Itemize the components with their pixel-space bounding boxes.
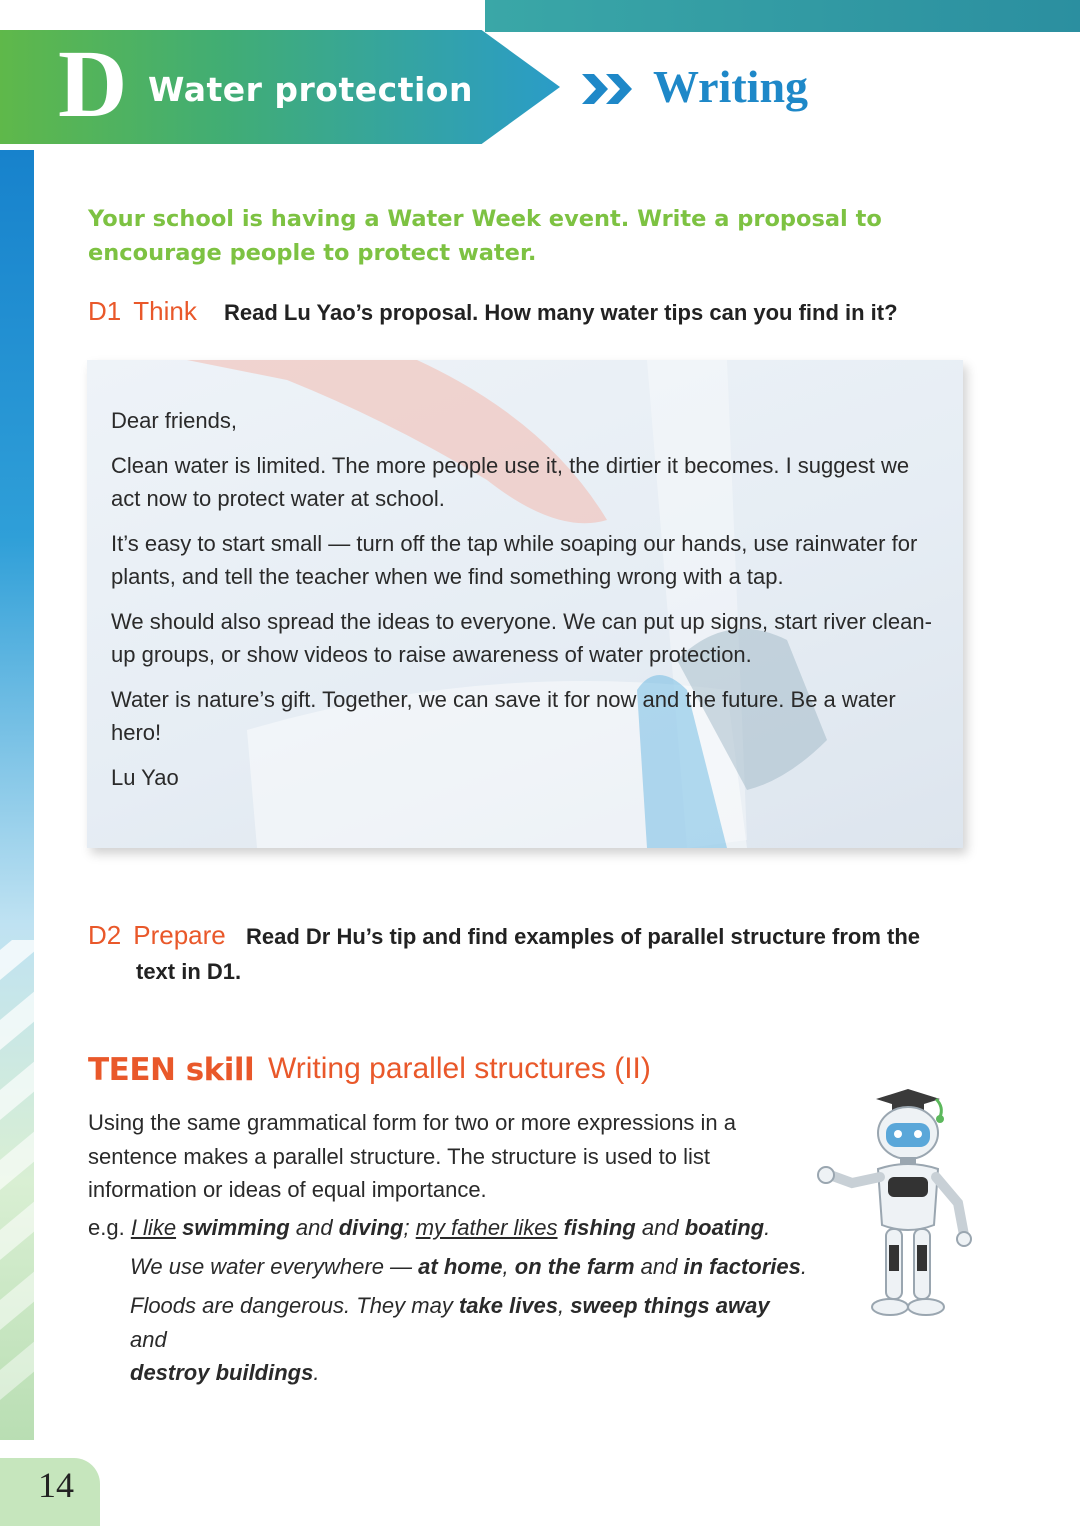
teen-skill-label: TEEN skill bbox=[88, 1052, 255, 1088]
example-parallel: in factories bbox=[683, 1254, 801, 1279]
letter-paragraph: Water is nature’s gift. Together, we can save it for now and the future. Be a water hero! bbox=[111, 686, 896, 745]
example-text: and bbox=[634, 1254, 684, 1279]
example-text: Floods are dangerous. They may bbox=[130, 1293, 459, 1318]
example-parallel: take lives bbox=[458, 1293, 559, 1318]
example-3 bbox=[130, 1289, 810, 1390]
example-text: . bbox=[764, 1215, 771, 1240]
letter-paragraph: Clean water is limited. The more people use it, the dirtier it becomes. I suggest we act now to protect water at school. bbox=[111, 452, 910, 511]
example-text: . bbox=[313, 1360, 320, 1385]
example-text: and bbox=[130, 1326, 167, 1352]
letter-greeting: Dear friends, bbox=[111, 408, 237, 433]
example-text: and bbox=[635, 1215, 685, 1240]
example-text: and bbox=[289, 1215, 339, 1240]
robot-teacher-illustration bbox=[808, 1085, 978, 1345]
double-chevron-icon bbox=[580, 70, 636, 108]
example-parallel: destroy buildings bbox=[130, 1360, 314, 1385]
example-subject: I like bbox=[130, 1215, 177, 1240]
page-number: 14 bbox=[38, 1465, 74, 1505]
letter-paragraph: We should also spread the ideas to everyone. We can put up signs, start river clean-up groups, or show videos to raise awareness of water protection. bbox=[111, 608, 932, 667]
example-1 bbox=[88, 1211, 770, 1245]
d1-word: Think bbox=[133, 296, 197, 326]
task-instruction: Your school is having a Water Week event. Write a proposal to encourage people to protect water. bbox=[88, 206, 882, 266]
d1-instruction: Read Lu Yao’s proposal. How many water tips can you find in it? bbox=[224, 300, 898, 325]
d2-instruction-line2: text in D1. bbox=[136, 959, 242, 984]
example-parallel: sweep things away bbox=[570, 1293, 770, 1318]
letter-paragraph: It’s easy to start small — turn off the tap while soaping our hands, use rainwater for plants, and tell the teacher when we find something wrong with a tap. bbox=[111, 530, 918, 589]
unit-letter: D bbox=[58, 30, 128, 137]
example-parallel: at home bbox=[418, 1254, 503, 1279]
d2-word: Prepare bbox=[133, 920, 226, 950]
skill-description: Using the same grammatical form for two or more expressions in a sentence makes a parallel structure. The structure is used to list information or ideas of equal importance. bbox=[88, 1110, 737, 1202]
d2-code: D2 bbox=[88, 920, 122, 950]
example-parallel: fishing bbox=[557, 1215, 636, 1240]
eg-prefix: e.g. bbox=[88, 1215, 131, 1240]
example-text: ; bbox=[403, 1215, 416, 1240]
d1-heading bbox=[88, 296, 197, 327]
example-parallel: on the farm bbox=[514, 1254, 635, 1279]
example-parallel: boating bbox=[684, 1215, 765, 1240]
d2-heading bbox=[88, 920, 226, 951]
proposal-letter-box bbox=[87, 360, 963, 848]
unit-title: Water protection bbox=[148, 70, 473, 109]
section-title: Writing bbox=[653, 61, 809, 112]
side-stripes bbox=[0, 940, 36, 1440]
example-2 bbox=[130, 1250, 810, 1284]
example-text: , bbox=[502, 1254, 515, 1279]
example-text: . bbox=[800, 1254, 807, 1279]
letter-signature: Lu Yao bbox=[111, 764, 179, 790]
example-subject: my father likes bbox=[415, 1215, 558, 1240]
example-text: , bbox=[558, 1293, 571, 1318]
example-text: We use water everywhere — bbox=[130, 1254, 419, 1279]
example-parallel: diving bbox=[338, 1215, 404, 1240]
example-parallel: swimming bbox=[176, 1215, 290, 1240]
skill-title: Writing parallel structures (II) bbox=[268, 1052, 651, 1085]
d2-instruction-line1: Read Dr Hu’s tip and find examples of parallel structure from the bbox=[246, 924, 920, 949]
d1-code: D1 bbox=[88, 296, 122, 326]
proposal-letter-text bbox=[111, 404, 941, 805]
top-strip bbox=[485, 0, 1080, 32]
